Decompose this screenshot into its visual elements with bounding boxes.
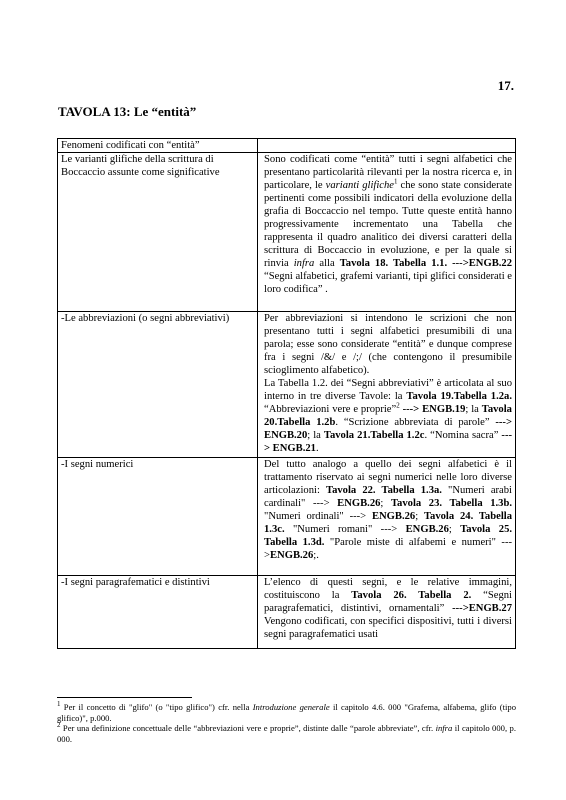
row-description: L’elenco di questi segni, e le relative immagini, costituiscono la Tavola 26. Tabella 2. “Segni paragrafematici, distintivi, ornamentali” --->ENGB.27 Vengono codificati, con specifici dispositivi, tutti i diversi segni paragrafematici usati: [258, 576, 516, 649]
footnote-separator: [57, 697, 192, 698]
footnote-ref: 2: [396, 401, 400, 410]
footnote-number: 1: [57, 700, 61, 709]
table-row: [58, 312, 516, 458]
table-header-row: [58, 139, 516, 153]
row-description: Sono codificati come “entità” tutti i segni alfabetici che presentano particolarità rilevanti per la nostra ricerca e, in particolare, le varianti glifiche$^1$ che sono state considerate pertinenti come possibili indicatori della evoluzione della grafia di Boccaccio nel tempo. Tutte queste entità hanno progressivamente incrementato una Tabella che rappresenta il quadro analitico dei diversi caratteri della scrittura di Boccaccio in evoluzione, e per la quale si rinvia infra alla Tavola 18. Tabella 1.1. --->ENGB.22 “Segni alfabetici, grafemi varianti, tipi glifici considerati e loro codifica” .: [258, 153, 516, 312]
page-title: TAVOLA 13: Le “entità”: [58, 104, 197, 119]
page-number: 17.: [497, 78, 514, 93]
row-description: Per abbreviazioni si intendono le scrizioni che non presentano tutti i segni alfabetici presumibili di una parola; esse sono considerate “entità” e dunque comprese fra i segni /&/ e /;/ (che contengono il presumibile scioglimento alfabetico). La Tabella 1.2. dei “Segni abbreviativi” è articolata al suo interno in tre diverse Tavole: la Tavola 19.Tabella 1.2a. “Abbreviazioni vere e proprie”$^2$ ---> ENGB.19; la Tavola 20.Tabella 1.2b. “Scrizione abbreviata di parole” ---> ENGB.20; la Tavola 21.Tabella 1.2c. “Nomina sacra” ---> ENGB.21.: [258, 312, 516, 458]
row-label: Le varianti glifiche della scrittura di Boccaccio assunte come significative: [58, 153, 258, 312]
table-row: [58, 576, 516, 649]
table-row: [58, 153, 516, 312]
header-cell: Fenomeni codificati con “entità”: [58, 139, 258, 153]
footnote: $^1$ Per il concetto di "glifo" (o "tipo glifico") cfr. nella Introduzione generale il capitolo 4.6. 000 "Grafema, alfabema, glifo (tipo glifico)", p.000.: [57, 700, 517, 723]
table-row: [58, 458, 516, 576]
row-label: -Le abbreviazioni (o segni abbreviativi): [58, 312, 258, 458]
row-label: -I segni numerici: [58, 458, 258, 576]
header-cell-empty: [258, 139, 516, 153]
row-description: Del tutto analogo a quello dei segni alfabetici è il trattamento riservato ai segni numerici nelle loro diverse articolazioni: Tavola 22. Tabella 1.3a. "Numeri arabi cardinali" ---> ENGB.26; Tavola 23. Tabella 1.3b. "Numeri ordinali" ---> ENGB.26; Tavola 24. Tabella 1.3c. "Numeri romani" ---> ENGB.26; Tavola 25. Tabella 1.3d. "Parole miste di alfabemi e numeri" --->ENGB.26;.: [258, 458, 516, 576]
footnotes: [57, 702, 516, 744]
row-label: -I segni paragrafematici e distintivi: [58, 576, 258, 649]
footnote: $^2$ Per una definizione concettuale delle “abbreviazioni vere e proprie”, distinte dalle “parole abbreviate”, cfr. infra il capitolo 000, p. 000.: [57, 721, 516, 744]
entities-table: [57, 138, 516, 649]
footnote-ref: 1: [394, 177, 398, 186]
footnote-number: 2: [57, 721, 61, 730]
